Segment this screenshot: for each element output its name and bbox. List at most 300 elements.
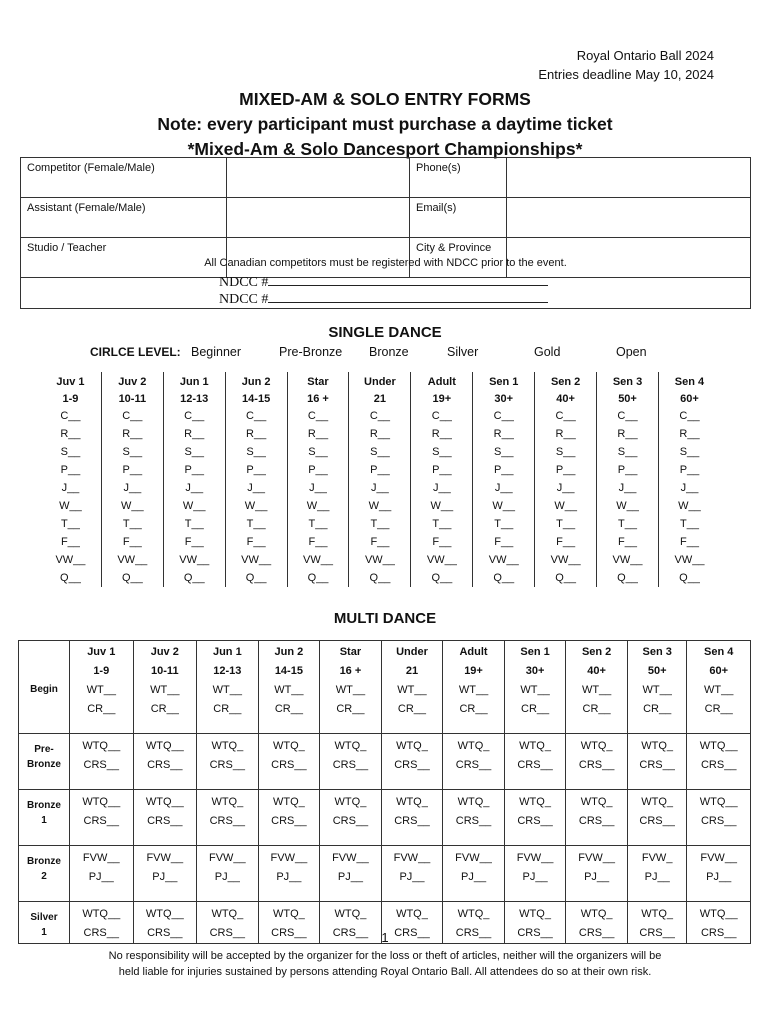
dance-entry[interactable]: CR__ xyxy=(582,703,611,715)
division-name: Sen 2 xyxy=(550,376,581,388)
dance-entry[interactable]: W__ xyxy=(244,500,268,512)
dance-entry[interactable]: CR__ xyxy=(274,703,303,715)
dance-entry[interactable]: WTQ_ xyxy=(272,740,305,752)
assistant-field[interactable] xyxy=(227,198,410,238)
dance-entry[interactable]: CRS__ xyxy=(639,759,675,771)
row-level-label xyxy=(19,641,70,734)
dance-entry[interactable]: VW__ xyxy=(241,554,272,566)
dance-entry[interactable]: VW__ xyxy=(117,554,148,566)
dance-entry[interactable]: T__ xyxy=(494,518,514,530)
dance-entry[interactable]: CRS__ xyxy=(578,927,615,939)
dance-entry[interactable]: F__ xyxy=(370,536,390,548)
championship-title: *Mixed-Am & Solo Dancesport Championships* xyxy=(187,139,583,159)
dance-entry[interactable]: FVW__ xyxy=(393,852,431,864)
dance-entry[interactable]: S__ xyxy=(122,446,143,458)
multi-dance-cell xyxy=(504,846,566,902)
column-header xyxy=(505,641,566,681)
division-ages: 12-13 xyxy=(213,665,242,677)
division-ages: 16 + xyxy=(307,392,329,405)
form-titles xyxy=(0,87,770,162)
dance-entry[interactable]: CR__ xyxy=(521,703,550,715)
dance-entry[interactable]: CRS__ xyxy=(517,759,553,771)
dance-entry[interactable]: VW__ xyxy=(550,554,581,566)
dance-entry[interactable]: VW__ xyxy=(426,554,457,566)
dance-entry[interactable]: PJ__ xyxy=(276,871,302,883)
division-name: Sen 4 xyxy=(674,376,705,388)
dance-entry[interactable]: WTQ_ xyxy=(457,796,490,808)
dance-entry[interactable]: R__ xyxy=(307,428,329,440)
dance-entry[interactable]: CRS__ xyxy=(271,759,307,771)
level-option[interactable]: Beginner xyxy=(191,345,242,359)
multi-dance-cell xyxy=(443,790,505,846)
multi-dance-cell xyxy=(687,846,751,902)
multi-dance-cell xyxy=(197,846,259,902)
dance-entry[interactable]: P__ xyxy=(60,464,81,476)
dance-entry[interactable]: F__ xyxy=(184,536,204,548)
page-number: 1 xyxy=(381,930,389,945)
dance-entry[interactable]: WTQ__ xyxy=(145,908,184,920)
dance-entry[interactable]: VW__ xyxy=(612,554,643,566)
dance-entry[interactable]: CR__ xyxy=(213,703,242,715)
dance-entry[interactable]: WTQ_ xyxy=(457,740,490,752)
multi-dance-cell xyxy=(320,790,382,846)
dance-entry[interactable]: PJ__ xyxy=(337,871,363,883)
dance-entry[interactable]: FVW__ xyxy=(82,852,120,864)
dance-entry[interactable]: CR__ xyxy=(704,703,733,715)
dance-entry[interactable]: CRS__ xyxy=(332,927,369,939)
dance-entry[interactable]: WTQ_ xyxy=(211,908,244,920)
level-name: Silver 1 xyxy=(30,912,58,938)
dance-entry[interactable]: W__ xyxy=(678,500,701,512)
dance-entry[interactable]: R__ xyxy=(431,428,452,440)
single-dance-column xyxy=(473,372,535,587)
dance-entry[interactable]: S__ xyxy=(679,446,700,458)
dance-entry[interactable]: WTQ_ xyxy=(334,740,367,752)
level-option[interactable]: Silver xyxy=(447,345,479,359)
multi-dance-cell xyxy=(197,734,259,790)
dance-entry[interactable]: WTQ__ xyxy=(82,796,121,808)
phone-field[interactable] xyxy=(507,158,751,198)
dance-entry[interactable]: WTQ_ xyxy=(519,796,551,808)
dance-entry[interactable]: J__ xyxy=(618,482,637,494)
dance-entry[interactable]: WTQ_ xyxy=(211,740,244,752)
dance-entry[interactable]: CRS__ xyxy=(209,815,246,827)
dance-entry[interactable]: W__ xyxy=(306,500,330,512)
dance-entry[interactable]: R__ xyxy=(679,428,700,440)
dance-entry[interactable]: CRS__ xyxy=(455,927,492,939)
dance-entry[interactable]: T__ xyxy=(370,518,390,530)
dance-entry[interactable]: FVW__ xyxy=(700,852,738,864)
multi-dance-cell xyxy=(504,641,566,734)
ndcc-blank[interactable] xyxy=(268,273,548,286)
multi-dance-cell xyxy=(133,734,197,790)
dance-entry[interactable]: J__ xyxy=(247,482,265,494)
dance-entry[interactable]: WT__ xyxy=(704,684,734,696)
dance-entry[interactable]: PJ__ xyxy=(214,871,240,883)
dance-entry[interactable]: WTQ__ xyxy=(699,740,738,752)
multi-dance-cell xyxy=(258,846,320,902)
dance-entry[interactable]: T__ xyxy=(308,518,328,530)
dance-entry[interactable]: R__ xyxy=(60,428,81,440)
dance-list xyxy=(659,407,720,587)
dance-entry[interactable]: CRS__ xyxy=(700,759,737,771)
dance-entry[interactable]: PJ__ xyxy=(706,871,732,883)
dance-entry[interactable]: J__ xyxy=(309,482,327,494)
dance-entry[interactable]: R__ xyxy=(184,428,205,440)
multi-dance-cell xyxy=(381,790,443,846)
dance-entry[interactable]: F__ xyxy=(60,536,80,548)
column-header xyxy=(597,372,658,407)
multi-dance-cell xyxy=(566,846,628,902)
dance-entry[interactable]: P__ xyxy=(184,464,205,476)
dance-entry[interactable]: CRS__ xyxy=(271,815,307,827)
row-level-label xyxy=(19,734,70,790)
dance-entry[interactable]: Q__ xyxy=(60,572,81,584)
dance-entry[interactable]: CRS__ xyxy=(394,815,430,827)
dance-entry[interactable]: WT__ xyxy=(335,684,366,696)
dance-entry[interactable]: CR__ xyxy=(87,703,116,715)
dance-entry[interactable]: PJ__ xyxy=(460,871,487,883)
dance-entry[interactable]: CR__ xyxy=(459,703,488,715)
dance-entry[interactable]: CRS__ xyxy=(700,815,737,827)
multi-dance-cell xyxy=(70,734,134,790)
dance-entry[interactable]: WTQ_ xyxy=(396,908,428,920)
dance-entry[interactable]: WTQ__ xyxy=(145,740,184,752)
dance-entry[interactable]: WT__ xyxy=(458,684,489,696)
column-header xyxy=(226,372,287,407)
phone-label: Phone(s) xyxy=(410,158,507,198)
dance-entry[interactable]: S__ xyxy=(617,446,638,458)
dance-entry[interactable]: FVW__ xyxy=(455,852,492,864)
dance-entry[interactable]: P__ xyxy=(246,464,266,476)
dance-entry[interactable]: S__ xyxy=(308,446,328,458)
division-ages: 19+ xyxy=(464,665,483,677)
dance-entry[interactable]: CRS__ xyxy=(83,927,119,939)
column-header xyxy=(197,641,258,681)
dance-entry[interactable]: CR__ xyxy=(336,703,365,715)
dance-entry[interactable]: CRS__ xyxy=(578,815,615,827)
dance-entry[interactable]: CRS__ xyxy=(517,927,553,939)
dance-entry[interactable]: J__ xyxy=(680,482,699,494)
dance-entry[interactable]: F__ xyxy=(680,536,699,548)
dance-entry[interactable]: T__ xyxy=(680,518,699,530)
dance-entry[interactable]: P__ xyxy=(617,464,638,476)
dance-entry[interactable]: R__ xyxy=(369,428,391,440)
division-name: Under xyxy=(396,646,428,658)
dance-entry[interactable]: CRS__ xyxy=(578,759,615,771)
dance-entry[interactable]: WTQ_ xyxy=(334,908,367,920)
dance-entry[interactable]: CRS__ xyxy=(639,927,675,939)
dance-entry[interactable]: Q__ xyxy=(617,572,638,584)
dance-entry[interactable]: W__ xyxy=(430,500,454,512)
level-option[interactable]: Pre-Bronze xyxy=(279,345,343,359)
dance-entry[interactable]: Q__ xyxy=(245,572,267,584)
dance-entry[interactable]: CRS__ xyxy=(517,815,553,827)
dance-entry[interactable]: J__ xyxy=(556,482,575,494)
dance-entry[interactable]: WTQ_ xyxy=(272,908,305,920)
multi-dance-cell xyxy=(566,790,628,846)
dance-entry[interactable]: Q__ xyxy=(679,572,700,584)
dance-entry[interactable]: FVW__ xyxy=(516,852,554,864)
dance-entry[interactable]: PJ__ xyxy=(644,871,670,883)
dance-entry[interactable]: W__ xyxy=(121,500,144,512)
dance-entry[interactable]: FVW__ xyxy=(270,852,308,864)
dance-entry[interactable]: P__ xyxy=(493,464,514,476)
level-option[interactable]: Bronze xyxy=(369,345,409,359)
dance-entry[interactable]: WTQ__ xyxy=(82,908,121,920)
dance-entry[interactable]: FVW_ xyxy=(641,852,673,864)
dance-entry[interactable]: CRS__ xyxy=(455,815,492,827)
dance-entry[interactable]: P__ xyxy=(432,464,452,476)
dance-entry[interactable]: J__ xyxy=(123,482,142,494)
dance-entry[interactable]: F__ xyxy=(122,536,142,548)
dance-entry[interactable]: WT__ xyxy=(642,684,672,696)
ndcc-note: All Canadian competitors must be registered with NDCC prior to the event. xyxy=(204,257,567,269)
dance-entry[interactable]: CRS__ xyxy=(394,927,430,939)
division-name: Jun 2 xyxy=(241,376,271,388)
level-option[interactable]: Open xyxy=(616,345,647,359)
dance-entry[interactable]: T__ xyxy=(246,518,266,530)
dance-entry[interactable]: P__ xyxy=(308,464,328,476)
dance-entry[interactable]: T__ xyxy=(618,518,637,530)
dance-entry[interactable]: R__ xyxy=(617,428,638,440)
division-ages: 50+ xyxy=(647,665,667,677)
dance-entry[interactable]: J__ xyxy=(494,482,513,494)
dance-entry[interactable]: F__ xyxy=(556,536,576,548)
division-ages: 30+ xyxy=(525,665,545,677)
dance-entry[interactable]: WTQ__ xyxy=(82,740,121,752)
dance-entry[interactable]: WTQ_ xyxy=(580,740,613,752)
email-label: Email(s) xyxy=(410,198,507,238)
dance-entry[interactable]: R__ xyxy=(493,428,514,440)
dance-entry[interactable]: FVW__ xyxy=(578,852,615,864)
competitor-field[interactable] xyxy=(227,158,410,198)
dance-entry[interactable]: C__ xyxy=(60,410,81,422)
dance-entry[interactable]: CRS__ xyxy=(700,927,737,939)
row-level-label xyxy=(19,790,70,846)
level-name: Begin xyxy=(30,684,58,695)
info-row xyxy=(21,158,751,198)
dance-entry[interactable]: Q__ xyxy=(369,572,391,584)
dance-entry[interactable]: WTQ_ xyxy=(272,796,305,808)
dance-entry[interactable]: WT__ xyxy=(581,684,612,696)
division-name: Jun 1 xyxy=(212,646,242,658)
dance-entry[interactable]: WTQ__ xyxy=(699,796,738,808)
dance-entry[interactable]: CRS__ xyxy=(147,759,183,771)
dance-entry[interactable]: Q__ xyxy=(307,572,329,584)
dance-entry[interactable]: CRS__ xyxy=(332,759,369,771)
dance-entry[interactable]: Q__ xyxy=(431,572,453,584)
dance-entry[interactable]: WT__ xyxy=(150,684,180,696)
dance-entry[interactable]: S__ xyxy=(493,446,514,458)
ndcc-line-1[interactable] xyxy=(219,273,548,291)
dance-entry[interactable]: S__ xyxy=(246,446,266,458)
dance-entry[interactable]: CR__ xyxy=(643,703,672,715)
dance-entry[interactable]: W__ xyxy=(554,500,577,512)
dance-entry[interactable]: CRS__ xyxy=(83,815,119,827)
dance-entry[interactable]: J__ xyxy=(61,482,80,494)
dance-entry[interactable]: WTQ_ xyxy=(519,740,551,752)
dance-entry[interactable]: FVW__ xyxy=(332,852,369,864)
dance-entry[interactable]: P__ xyxy=(555,464,576,476)
dance-entry[interactable]: C__ xyxy=(246,410,267,422)
column-header xyxy=(259,641,320,681)
dance-entry[interactable]: F__ xyxy=(494,536,514,548)
dance-entry[interactable]: WTQ_ xyxy=(641,740,674,752)
ndcc-blank[interactable] xyxy=(268,290,548,303)
dance-entry[interactable]: Q__ xyxy=(183,572,205,584)
dance-entry[interactable]: S__ xyxy=(60,446,81,458)
dance-entry[interactable]: P__ xyxy=(370,464,390,476)
dance-entry[interactable]: C__ xyxy=(184,410,205,422)
dance-entry[interactable]: F__ xyxy=(432,536,452,548)
dance-entry[interactable]: CR__ xyxy=(150,703,179,715)
dance-entry[interactable]: WTQ_ xyxy=(641,796,674,808)
dance-entry[interactable]: Q__ xyxy=(493,572,515,584)
dance-entry[interactable]: CR__ xyxy=(397,703,427,715)
column-header xyxy=(164,372,225,407)
single-dance-column xyxy=(597,372,659,587)
division-name: Sen 1 xyxy=(520,646,550,658)
dance-entry[interactable]: WTQ_ xyxy=(334,796,367,808)
dance-entry[interactable]: C__ xyxy=(122,410,143,422)
dance-entry[interactable]: FVW__ xyxy=(208,852,246,864)
dance-entry[interactable]: C__ xyxy=(307,410,329,422)
dance-entry[interactable]: CRS__ xyxy=(147,927,183,939)
dance-entry[interactable]: WT__ xyxy=(274,684,304,696)
dance-entry[interactable]: CRS__ xyxy=(455,759,492,771)
dance-entry[interactable]: VW__ xyxy=(303,554,333,566)
dance-entry[interactable]: CRS__ xyxy=(147,815,183,827)
division-ages: 40+ xyxy=(587,665,606,677)
dance-entry[interactable]: R__ xyxy=(246,428,267,440)
dance-entry[interactable]: CRS__ xyxy=(639,815,675,827)
dance-entry[interactable]: C__ xyxy=(679,410,700,422)
single-dance-column xyxy=(40,372,101,587)
division-ages: 10-11 xyxy=(151,665,179,677)
dance-entry[interactable]: F__ xyxy=(246,536,266,548)
dance-entry[interactable]: P__ xyxy=(122,464,143,476)
dance-entry[interactable]: P__ xyxy=(679,464,700,476)
level-option[interactable]: Gold xyxy=(534,345,561,359)
dance-entry[interactable]: WTQ_ xyxy=(580,796,613,808)
dance-entry[interactable]: PJ__ xyxy=(399,871,425,883)
dance-entry[interactable]: Q__ xyxy=(555,572,577,584)
dance-entry[interactable]: VW__ xyxy=(55,554,86,566)
dance-entry[interactable]: CRS__ xyxy=(394,759,430,771)
dance-entry[interactable]: CRS__ xyxy=(209,759,246,771)
dance-entry[interactable]: VW__ xyxy=(488,554,519,566)
division-name: Adult xyxy=(459,646,488,658)
dance-entry[interactable]: WT__ xyxy=(86,684,116,696)
single-dance-column xyxy=(225,372,287,587)
dance-entry[interactable]: PJ__ xyxy=(152,871,178,883)
dance-entry[interactable]: C__ xyxy=(617,410,638,422)
entry-deadline: Entries deadline May 10, 2024 xyxy=(538,67,714,82)
dance-entry[interactable]: C__ xyxy=(369,410,391,422)
dance-entry[interactable]: PJ__ xyxy=(522,871,548,883)
dance-entry[interactable]: CRS__ xyxy=(271,927,307,939)
dance-entry[interactable]: S__ xyxy=(184,446,205,458)
dance-entry[interactable]: PJ__ xyxy=(584,871,610,883)
division-name: Sen 4 xyxy=(704,646,734,658)
dance-entry[interactable]: W__ xyxy=(492,500,516,512)
dance-entry[interactable]: F__ xyxy=(308,536,328,548)
column-header xyxy=(40,372,101,407)
dance-entry[interactable]: WT__ xyxy=(397,684,427,696)
dance-entry[interactable]: WTQ_ xyxy=(641,908,674,920)
dance-entry[interactable]: VW__ xyxy=(674,554,705,566)
dance-entry[interactable]: WTQ_ xyxy=(396,796,428,808)
multi-dance-cell xyxy=(197,790,259,846)
dance-entry[interactable]: C__ xyxy=(431,410,452,422)
dance-entry[interactable]: R__ xyxy=(122,428,143,440)
email-field[interactable] xyxy=(507,198,751,238)
column-header xyxy=(628,641,687,681)
dance-entry[interactable]: W__ xyxy=(59,500,82,512)
dance-entry[interactable]: W__ xyxy=(616,500,639,512)
dance-entry[interactable]: T__ xyxy=(60,518,80,530)
dance-entry[interactable]: R__ xyxy=(555,428,576,440)
dance-entry[interactable]: VW__ xyxy=(179,554,210,566)
dance-entry[interactable]: WTQ_ xyxy=(396,740,428,752)
division-ages: 60+ xyxy=(709,665,729,677)
dance-entry[interactable]: CRS__ xyxy=(332,815,369,827)
dance-entry[interactable]: T__ xyxy=(432,518,452,530)
dance-entry[interactable]: WTQ_ xyxy=(457,908,490,920)
dance-entry[interactable]: Q__ xyxy=(121,572,143,584)
dance-entry[interactable]: CRS__ xyxy=(83,759,119,771)
dance-entry[interactable]: T__ xyxy=(184,518,204,530)
dance-entry[interactable]: WTQ_ xyxy=(580,908,613,920)
dance-entry[interactable]: J__ xyxy=(371,482,389,494)
dance-entry[interactable]: S__ xyxy=(370,446,390,458)
division-ages: 10-11 xyxy=(118,392,147,405)
multi-dance-row xyxy=(19,734,751,790)
dance-entry[interactable]: T__ xyxy=(122,518,142,530)
dance-entry[interactable]: W__ xyxy=(368,500,392,512)
dance-entry[interactable]: S__ xyxy=(432,446,452,458)
dance-entry[interactable]: J__ xyxy=(185,482,204,494)
multi-dance-cell xyxy=(70,846,134,902)
dance-entry[interactable]: WT__ xyxy=(212,684,242,696)
dance-entry[interactable]: S__ xyxy=(555,446,576,458)
dance-entry[interactable]: VW__ xyxy=(364,554,395,566)
form-title: MIXED-AM & SOLO ENTRY FORMS xyxy=(239,89,531,109)
dance-entry[interactable]: F__ xyxy=(618,536,637,548)
dance-entry[interactable]: WTQ_ xyxy=(211,796,244,808)
ndcc-line-2[interactable] xyxy=(219,290,548,308)
dance-list xyxy=(349,407,410,587)
division-name: Sen 1 xyxy=(489,376,519,388)
multi-dance-row xyxy=(19,790,751,846)
dance-entry[interactable]: C__ xyxy=(493,410,514,422)
dance-entry[interactable]: WTQ__ xyxy=(145,796,184,808)
city-label: City & Province xyxy=(410,238,507,278)
dance-entry[interactable]: W__ xyxy=(182,500,206,512)
dance-entry[interactable]: C__ xyxy=(555,410,576,422)
dance-entry[interactable]: J__ xyxy=(432,482,451,494)
dance-entry[interactable]: FVW__ xyxy=(146,852,184,864)
dance-entry[interactable]: WTQ_ xyxy=(519,908,551,920)
dance-entry[interactable]: T__ xyxy=(556,518,576,530)
dance-entry[interactable]: WTQ__ xyxy=(699,908,738,920)
dance-entry[interactable]: WT__ xyxy=(520,684,550,696)
dance-entry[interactable]: PJ__ xyxy=(88,871,114,883)
dance-entry[interactable]: CRS__ xyxy=(209,927,246,939)
level-label: CIRLCE LEVEL: xyxy=(90,345,181,359)
multi-dance-cell xyxy=(504,734,566,790)
